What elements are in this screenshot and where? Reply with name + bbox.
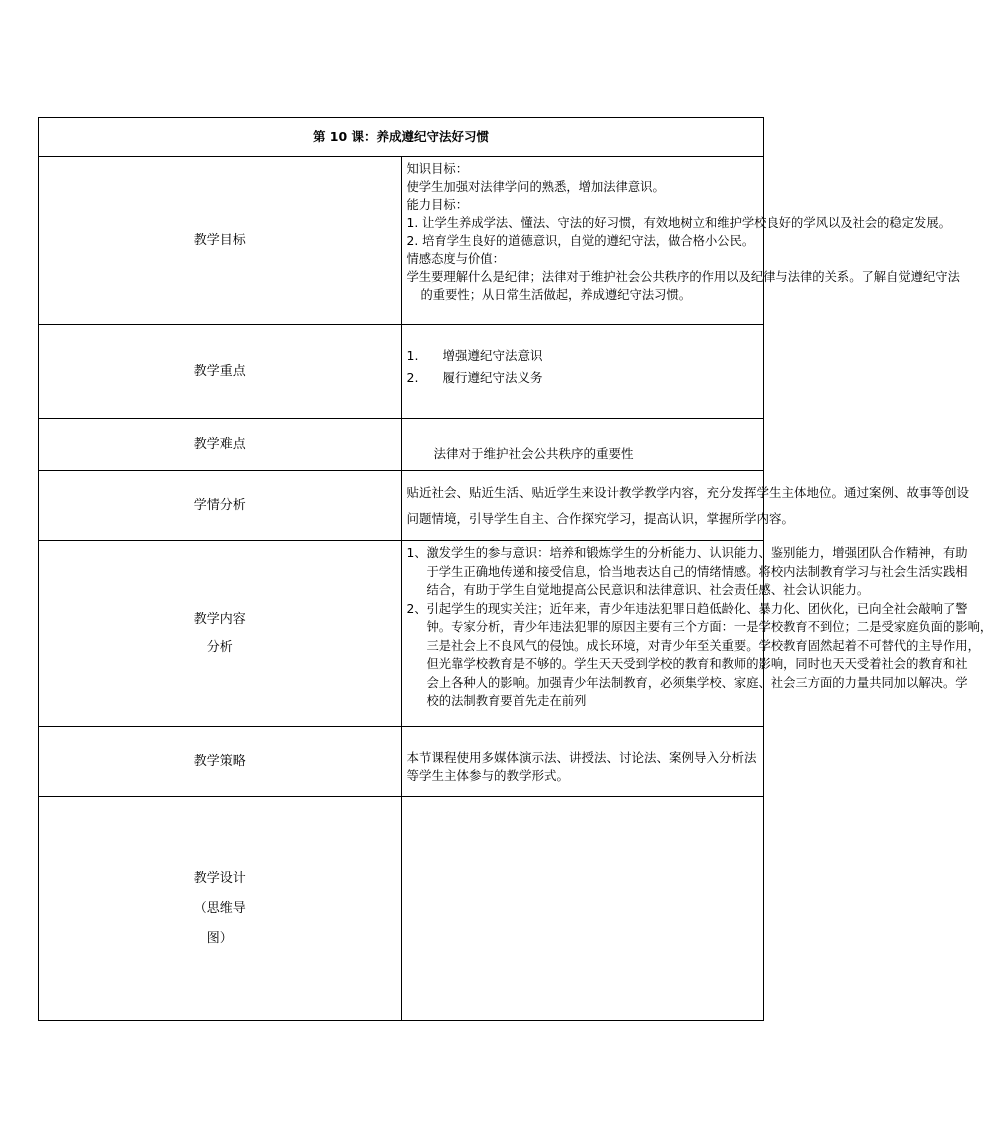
design-label xyxy=(39,797,402,1021)
goals-label: 教学目标 xyxy=(39,157,402,325)
strategy-text: 本节课程使用多媒体演示法、讲授法、讨论法、案例导入分析法等学生主体参与的教学形式。 xyxy=(406,750,757,783)
analysis-line: 问题情境，引导学生自主、合作探究学习，提高认识，掌握所学内容。 xyxy=(406,511,795,526)
difficulty-text: 法律对于维护社会公共秩序的重要性 xyxy=(433,446,634,461)
goals-line: 知识目标： xyxy=(406,162,468,176)
key-point-item xyxy=(407,369,759,387)
content-analysis-label-line: 分析 xyxy=(206,639,233,655)
goals-line: 能力目标： xyxy=(406,198,468,212)
item-line: 但光靠学校教育是不够的。学生天天受到学校的教育和教师的影响，同时也天天受着社会的教育和社 xyxy=(426,657,968,671)
difficulty-content xyxy=(401,419,764,471)
content-analysis-label xyxy=(39,541,402,727)
content-analysis-label-line: 教学内容 xyxy=(193,611,246,627)
item-line: 于学生正确地传递和接受信息，恰当地表达自己的情绪情感。将校内法制教育学习与社会生活实践相 xyxy=(426,564,968,579)
content-analysis-item xyxy=(406,544,968,600)
difficulty-label: 教学难点 xyxy=(39,419,402,471)
design-label-line: 教学设计 xyxy=(193,870,246,886)
strategy-label: 教学策略 xyxy=(39,727,402,797)
strategy-content xyxy=(401,727,764,797)
item-line: 三是社会上不良风气的侵蚀。成长环境，对青少年至关重要。学校教育固然起着不可替代的主导作用， xyxy=(426,638,980,653)
item-line: 会上各种人的影响。加强青少年法制教育，必须集学校、家庭、社会三方面的力量共同加以解决。学 xyxy=(426,675,968,690)
content-analysis-content xyxy=(401,541,992,727)
item-line: 结合，有助于学生自觉地提高公民意识和法律意识、社会责任感、社会认识能力。 xyxy=(426,583,870,597)
item-line: 激发学生的参与意识：培养和锻炼学生的分析能力、认识能力、鉴别能力，增强团队合作精神，有助 xyxy=(426,546,968,560)
goals-line: 学生要理解什么是纪律；法律对于维护社会公共秩序的作用以及纪律与法律的关系。了解自觉遵纪守法 xyxy=(406,270,960,284)
key-point-number: 2. xyxy=(406,370,419,385)
content-analysis-item xyxy=(406,600,992,711)
key-point-item xyxy=(407,347,759,365)
key-point-text: 增强遵纪守法意识 xyxy=(442,348,543,363)
item-line: 引起学生的现实关注；近年来，青少年违法犯罪日趋低龄化、暴力化、团伙化，已向全社会敲响了警 xyxy=(426,601,968,616)
lesson-plan-table xyxy=(38,117,992,1021)
item-number: 2、 xyxy=(406,601,427,616)
analysis-label: 学情分析 xyxy=(39,471,402,541)
key-point-number: 1. xyxy=(406,348,419,363)
item-line: 钟。专家分析，青少年违法犯罪的原因主要有三个方面：一是学校教育不到位；二是受家庭负面的影响， xyxy=(426,620,992,634)
key-points-content xyxy=(401,325,764,419)
goals-content xyxy=(401,157,960,325)
goals-line: 1. 让学生养成学法、懂法、守法的好习惯，有效地树立和维护学校良好的学风以及社会的稳定发展。 xyxy=(406,216,951,230)
goals-line: 2. 培育学生良好的道德意识，自觉的遵纪守法，做合格小公民。 xyxy=(406,234,755,248)
design-content xyxy=(401,797,764,1021)
item-line: 校的法制教育要首先走在前列 xyxy=(426,694,587,708)
goals-line: 的重要性；从日常生活做起，养成遵纪守法习惯。 xyxy=(420,288,692,302)
design-label-line: 图） xyxy=(206,930,233,946)
key-point-text: 履行遵纪守法义务 xyxy=(442,370,543,385)
analysis-content xyxy=(401,471,970,541)
goals-line: 情感态度与价值： xyxy=(406,252,505,266)
lesson-title: 第 10 课：养成遵纪守法好习惯 xyxy=(39,118,764,157)
key-points-label: 教学重点 xyxy=(39,325,402,419)
item-number: 1、 xyxy=(406,546,427,560)
design-label-line: （思维导 xyxy=(193,900,246,916)
analysis-line: 贴近社会、贴近生活、贴近学生来设计教学教学内容，充分发挥学生主体地位。通过案例、故事等创设 xyxy=(406,485,970,500)
goals-line: 使学生加强对法律学问的熟悉，增加法律意识。 xyxy=(406,180,665,194)
